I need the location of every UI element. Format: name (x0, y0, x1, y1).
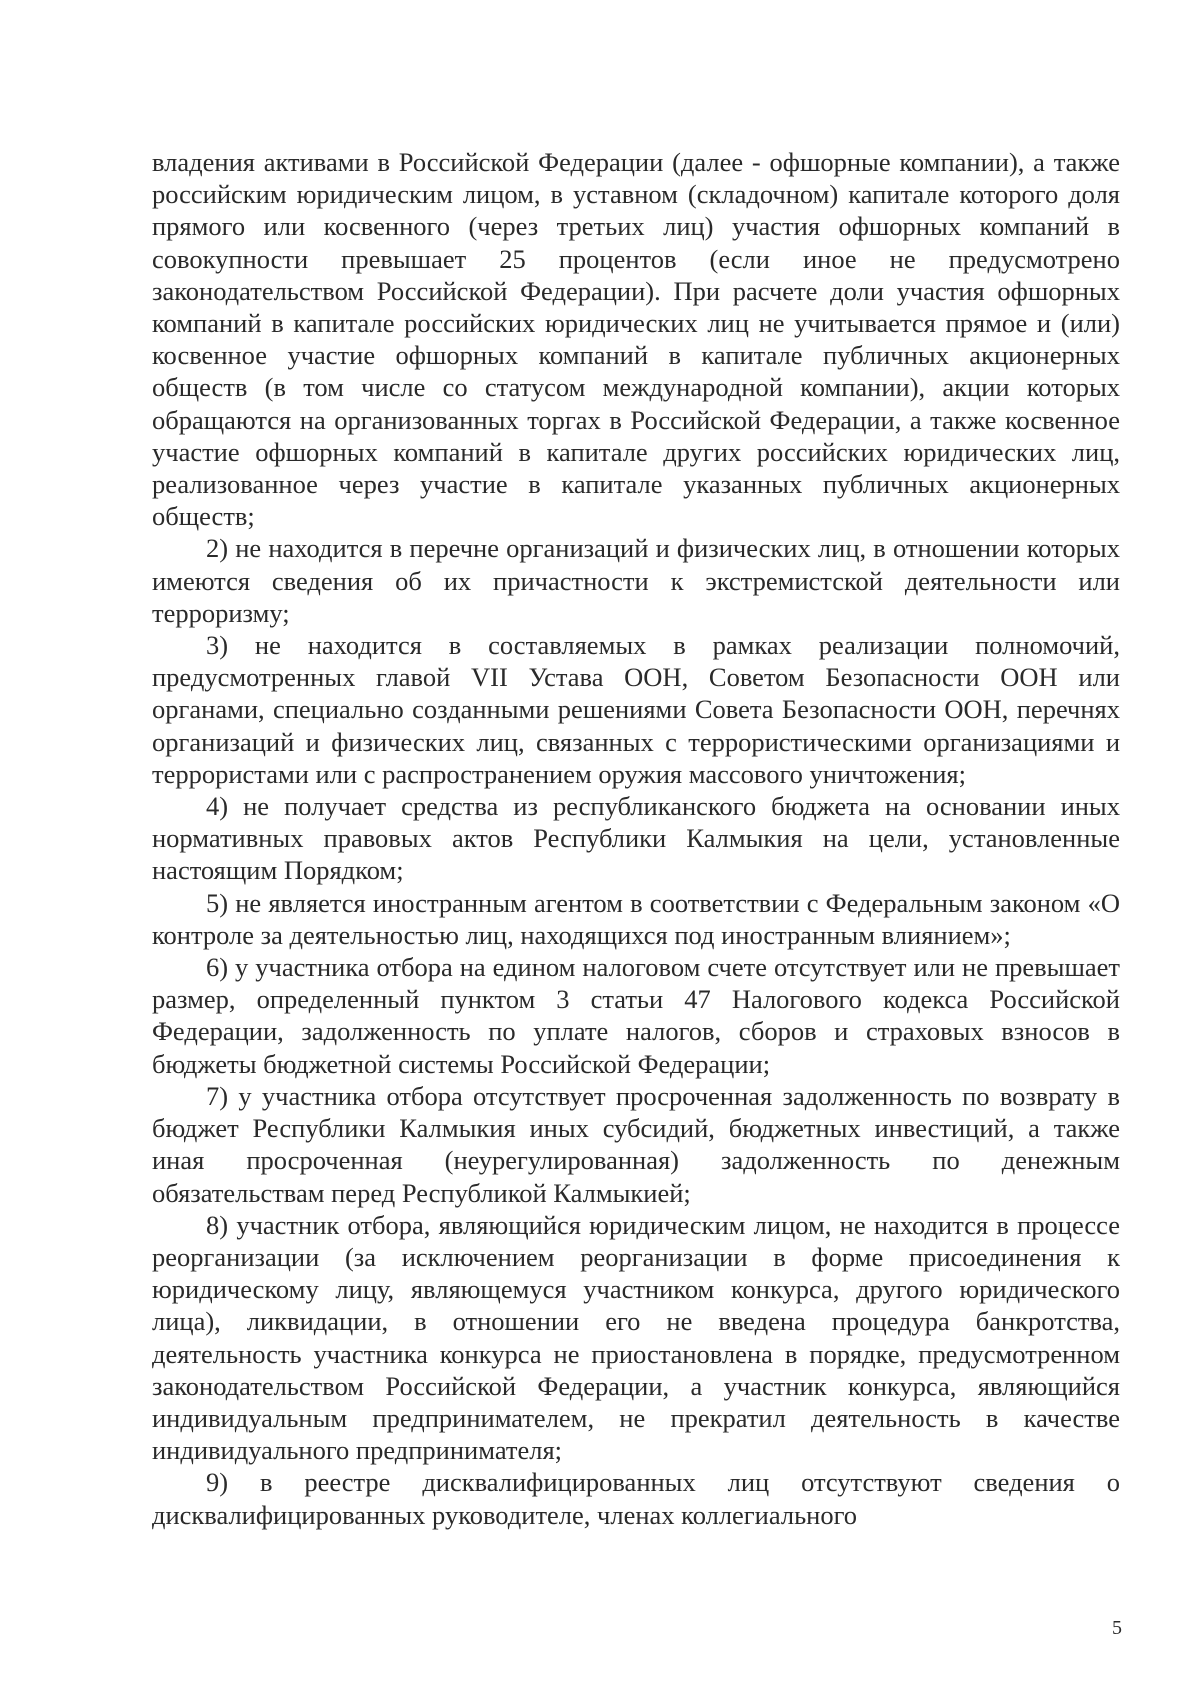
paragraph-item-7: 7) у участника отбора отсутствует просроченная задолженность по возврату в бюджет Республики Калмыкия иных субсидий, бюджетных инвестиций, а также иная просроченная (неурегулированная) задолженность по денежным обязательствам перед Республикой Калмыкией; (152, 1080, 1120, 1208)
document-body (152, 146, 1120, 1531)
paragraph-item-9: 9) в реестре дисквалифицированных лиц отсутствуют сведения о дисквалифицированных руководителе, членах коллегиального (152, 1467, 1120, 1530)
paragraph-item-2: 2) не находится в перечне организаций и физических лиц, в отношении которых имеются сведения об их причастности к экстремистской деятельности или терроризму; (152, 533, 1120, 628)
paragraph-offshore-continuation: владения активами в Российской Федерации (далее - офшорные компании), а также российским юридическим лицом, в уставном (складочном) капитале которого доля прямого или косвенного (через третьих лиц) участия офшорных компаний в совокупности превышает 25 процентов (если иное не предусмотрено законодательством Российской Федерации). При расчете доли участия офшорных компаний в капитале российских юридических лиц не учитывается прямое и (или) косвенное участие офшорных компаний в капитале публичных акционерных обществ (в том числе со статусом международной компании), акции которых обращаются на организованных торгах в Российской Федерации, а также косвенное участие офшорных компаний в капитале других российских юридических лиц, реализованное через участие в капитале указанных публичных акционерных обществ; (152, 147, 1120, 532)
paragraph-item-8: 8) участник отбора, являющийся юридическим лицом, не находится в процессе реорганизации (за исключением реорганизации в форме присоединения к юридическому лицу, являющемуся участником конкурса, другого юридического лица), ликвидации, в отношении его не введена процедура банкротства, деятельность участника конкурса не приостановлена в порядке, предусмотренном законодательством Российской Федерации, а участник конкурса, являющийся индивидуальным предпринимателем, не прекратил деятельность в качестве индивидуального предпринимателя; (152, 1209, 1120, 1466)
page-number: 5 (1112, 1617, 1122, 1639)
paragraph-item-5: 5) не является иностранным агентом в соответствии с Федеральным законом «О контроле за деятельностью лиц, находящихся под иностранным влиянием»; (152, 887, 1120, 950)
paragraph-item-6: 6) у участника отбора на едином налоговом счете отсутствует или не превышает размер, определенный пунктом 3 статьи 47 Налогового кодекса Российской Федерации, задолженность по уплате налогов, сборов и страховых взносов в бюджеты бюджетной системы Российской Федерации; (152, 952, 1120, 1079)
paragraph-item-4: 4) не получает средства из республиканского бюджета на основании иных нормативных правовых актов Республики Калмыкия на цели, установленные настоящим Порядком; (152, 791, 1120, 886)
paragraph-item-3: 3) не находится в составляемых в рамках реализации полномочий, предусмотренных главой VII Устава ООН, Советом Безопасности ООН или органами, специально созданными решениями Совета Безопасности ООН, перечнях организаций и физических лиц, связанных с террористическими организациями и террористами или с распространением оружия массового уничтожения; (152, 630, 1120, 789)
